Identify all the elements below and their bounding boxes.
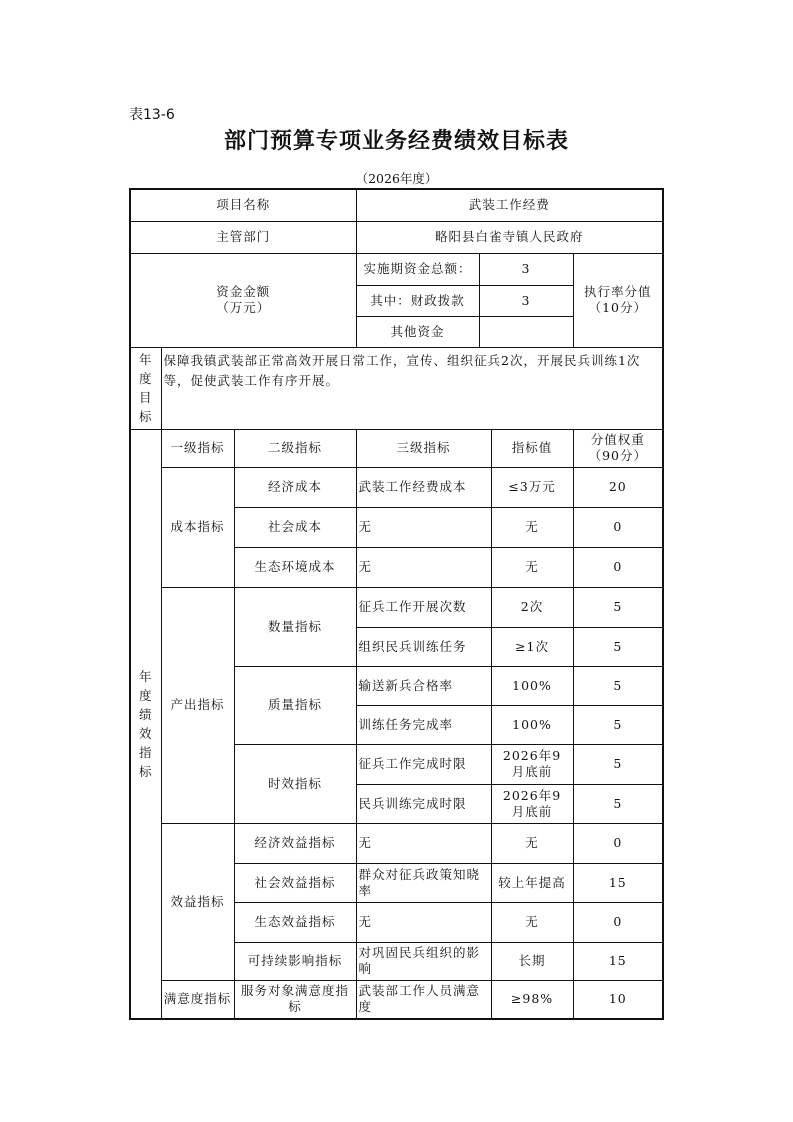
- header-level1: 一级指标: [161, 429, 234, 467]
- value-cell: ≥98%: [491, 980, 573, 1019]
- weight-cell: 5: [573, 666, 663, 705]
- sub-quality: 质量指标: [234, 666, 356, 744]
- performance-table: [129, 188, 664, 1020]
- level3-cell: 对巩固民兵组织的影响: [356, 942, 491, 980]
- level3-cell: 无: [356, 547, 491, 587]
- weight-cell: 5: [573, 705, 663, 744]
- value-cell: ≤3万元: [491, 467, 573, 507]
- group-benefit: 效益指标: [161, 823, 234, 980]
- level3-cell: 武装工作经费成本: [356, 467, 491, 507]
- value-cell: 较上年提高: [491, 863, 573, 902]
- weight-cell: 15: [573, 942, 663, 980]
- level2-cell: 经济效益指标: [234, 823, 356, 863]
- value-cell: 100%: [491, 666, 573, 705]
- header-level3: 三级指标: [356, 429, 491, 467]
- level2-cell: 生态环境成本: [234, 547, 356, 587]
- weight-cell: 10: [573, 980, 663, 1019]
- level3-cell: 武装部工作人员满意度: [356, 980, 491, 1019]
- group-output: 产出指标: [161, 587, 234, 823]
- total-funds-value: 3: [479, 253, 573, 285]
- weight-cell: 0: [573, 507, 663, 547]
- level3-cell: 征兵工作开展次数: [356, 587, 491, 627]
- sub-quantity: 数量指标: [234, 587, 356, 666]
- level2-cell: 社会效益指标: [234, 863, 356, 902]
- table-row: [130, 467, 663, 507]
- project-name-value: 武装工作经费: [356, 189, 663, 221]
- level3-cell: 征兵工作完成时限: [356, 744, 491, 784]
- dept-label: 主管部门: [130, 221, 356, 253]
- value-cell: 无: [491, 547, 573, 587]
- level2-cell: 服务对象满意度指标: [234, 980, 356, 1019]
- fiscal-year: （2026年度）: [355, 171, 438, 186]
- level2-cell: 生态效益指标: [234, 902, 356, 942]
- value-cell: 2026年9月底前: [491, 784, 573, 823]
- header-level2: 二级指标: [234, 429, 356, 467]
- table-number: 表13-6: [129, 107, 175, 123]
- value-cell: 2026年9月底前: [491, 744, 573, 784]
- execution-rate-label: 执行率分值 （10分）: [573, 253, 663, 347]
- header-value: 指标值: [491, 429, 573, 467]
- page-title: 部门预算专项业务经费绩效目标表: [223, 128, 569, 154]
- other-funds-label: 其他资金: [356, 316, 479, 347]
- level3-cell: 民兵训练完成时限: [356, 784, 491, 823]
- weight-cell: 5: [573, 784, 663, 823]
- dept-value: 略阳县白雀寺镇人民政府: [356, 221, 663, 253]
- level2-cell: 经济成本: [234, 467, 356, 507]
- other-funds-value: [479, 316, 573, 347]
- weight-cell: 20: [573, 467, 663, 507]
- level3-cell: 群众对征兵政策知晓率: [356, 863, 491, 902]
- fiscal-funds-value: 3: [479, 285, 573, 316]
- fiscal-funds-label: 其中：财政拨款: [356, 285, 479, 316]
- annual-goal-text: 保障我镇武装部正常高效开展日常工作，宣传、组织征兵2次，开展民兵训练1次等，促使武装工作有序开展。: [161, 347, 663, 429]
- weight-cell: 15: [573, 863, 663, 902]
- annual-performance-label: 年 度 绩 效 指 标: [130, 429, 161, 1019]
- weight-cell: 5: [573, 587, 663, 627]
- sub-timeliness: 时效指标: [234, 744, 356, 823]
- weight-cell: 0: [573, 547, 663, 587]
- weight-cell: 0: [573, 902, 663, 942]
- table-row: [130, 823, 663, 863]
- level3-cell: 组织民兵训练任务: [356, 627, 491, 666]
- level2-cell: 社会成本: [234, 507, 356, 547]
- value-cell: ≥1次: [491, 627, 573, 666]
- value-cell: 无: [491, 507, 573, 547]
- level2-cell: 可持续影响指标: [234, 942, 356, 980]
- project-name-label: 项目名称: [130, 189, 356, 221]
- value-cell: 无: [491, 902, 573, 942]
- weight-cell: 5: [573, 627, 663, 666]
- value-cell: 2次: [491, 587, 573, 627]
- group-cost: 成本指标: [161, 467, 234, 587]
- annual-goal-label: 年 度 目 标: [130, 347, 161, 429]
- value-cell: 无: [491, 823, 573, 863]
- value-cell: 100%: [491, 705, 573, 744]
- level3-cell: 无: [356, 823, 491, 863]
- weight-cell: 0: [573, 823, 663, 863]
- total-funds-label: 实施期资金总额：: [356, 253, 479, 285]
- header-weight: 分值权重 （90分）: [573, 429, 663, 467]
- table-row: [130, 980, 663, 1019]
- group-satisfaction: 满意度指标: [161, 980, 234, 1019]
- level3-cell: 训练任务完成率: [356, 705, 491, 744]
- level3-cell: 输送新兵合格率: [356, 666, 491, 705]
- value-cell: 长期: [491, 942, 573, 980]
- table-row: [130, 587, 663, 627]
- level3-cell: 无: [356, 507, 491, 547]
- weight-cell: 5: [573, 744, 663, 784]
- level3-cell: 无: [356, 902, 491, 942]
- funds-label: 资金金额 （万元）: [130, 253, 356, 347]
